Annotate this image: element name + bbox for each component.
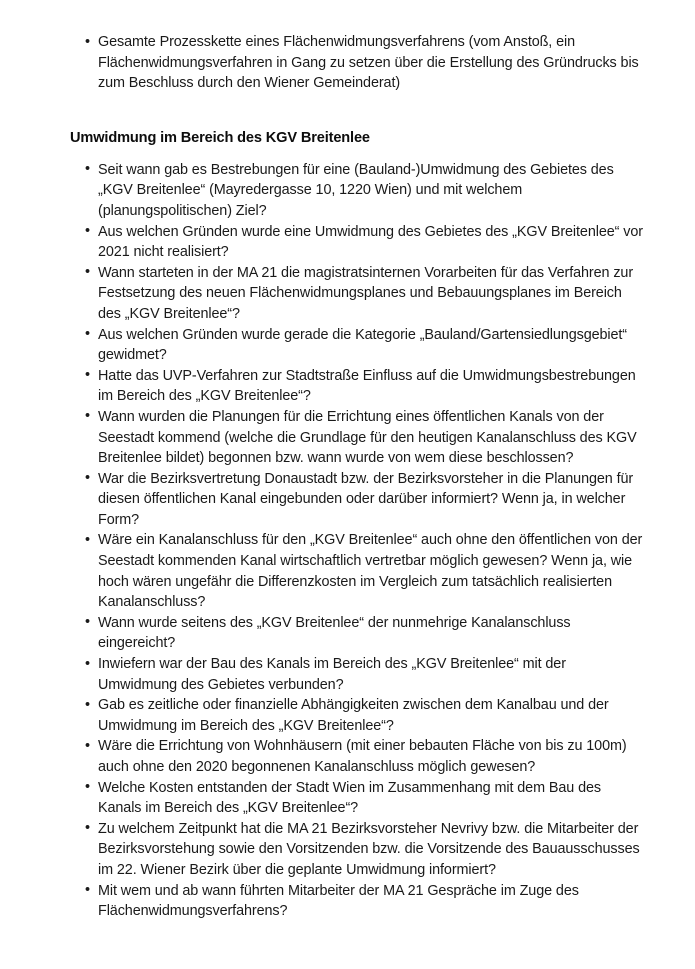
list-item: • Inwiefern war der Bau des Kanals im Bereich des „KGV Breitenlee“ mit der Umwidmung des Gebietes verbunden? xyxy=(70,654,645,695)
question-bullet-list xyxy=(70,160,645,922)
list-item: • Zu welchem Zeitpunkt hat die MA 21 Bezirksvorsteher Nevrivy bzw. die Mitarbeiter der Bezirksvorstehung sowie den Vorsitzenden bzw. die Vorsitzende des Bauausschusses im 22. Wiener Bezirk über die geplante Umwidmung informiert? xyxy=(70,819,645,881)
list-item: • Wäre ein Kanalanschluss für den „KGV Breitenlee“ auch ohne den öffentlichen von der Seestadt kommenden Kanal wirtschaftlich vertretbar möglich gewesen? Wenn ja, wie hoch wären ungefähr die Differenzkosten im Vergleich zum tatsächlich realisierten Kanalanschluss? xyxy=(70,530,645,612)
list-item: • Seit wann gab es Bestrebungen für eine (Bauland-)Umwidmung des Gebietes des „KGV Breitenlee“ (Mayredergasse 10, 1220 Wien) und mit welchem (planungspolitischen) Ziel? xyxy=(70,160,645,222)
list-item: • Welche Kosten entstanden der Stadt Wien im Zusammenhang mit dem Bau des Kanals im Bereich des „KGV Breitenlee“? xyxy=(70,778,645,819)
list-item: • War die Bezirksvertretung Donaustadt bzw. der Bezirksvorsteher in die Planungen für diesen öffentlichen Kanal eingebunden oder darüber informiert? Wenn ja, in welcher Form? xyxy=(70,469,645,531)
list-item: • Wäre die Errichtung von Wohnhäusern (mit einer bebauten Fläche von bis zu 100m) auch ohne den 2020 begonnenen Kanalanschluss möglich gewesen? xyxy=(70,736,645,777)
list-item: • Wann wurden die Planungen für die Errichtung eines öffentlichen Kanals von der Seestadt kommend (welche die Grundlage für den heutigen Kanalanschluss des KGV Breitenlee bildet) begonnen bzw. wann wurde von wem diese beschlossen? xyxy=(70,407,645,469)
list-item: • Aus welchen Gründen wurde gerade die Kategorie „Bauland/Gartensiedlungsgebiet“ gewidmet? xyxy=(70,325,645,366)
list-item: • Gab es zeitliche oder finanzielle Abhängigkeiten zwischen dem Kanalbau und der Umwidmung im Bereich des „KGV Breitenlee“? xyxy=(70,695,645,736)
list-item: • Aus welchen Gründen wurde eine Umwidmung des Gebietes des „KGV Breitenlee“ vor 2021 nicht realisiert? xyxy=(70,222,645,263)
list-item: • Wann wurde seitens des „KGV Breitenlee“ der nunmehrige Kanalanschluss eingereicht? xyxy=(70,613,645,654)
section-heading: Umwidmung im Bereich des KGV Breitenlee xyxy=(70,129,370,146)
list-item: • Gesamte Prozesskette eines Flächenwidmungsverfahrens (vom Anstoß, ein Flächenwidmungsverfahren in Gang zu setzen über die Erstellung des Gründrucks bis zum Beschluss durch den Wiener Gemeinderat) xyxy=(70,32,645,94)
list-item: • Wann starteten in der MA 21 die magistratsinternen Vorarbeiten für das Verfahren zur Festsetzung des neuen Flächenwidmungsplanes und Bebauungsplanes im Bereich des „KGV Breitenlee“? xyxy=(70,263,645,325)
list-item: • Mit wem und ab wann führten Mitarbeiter der MA 21 Gespräche im Zuge des Flächenwidmungsverfahrens? xyxy=(70,881,645,922)
list-item: • Hatte das UVP-Verfahren zur Stadtstraße Einfluss auf die Umwidmungsbestrebungen im Bereich des „KGV Breitenlee“? xyxy=(70,366,645,407)
intro-bullet-list xyxy=(70,32,645,94)
